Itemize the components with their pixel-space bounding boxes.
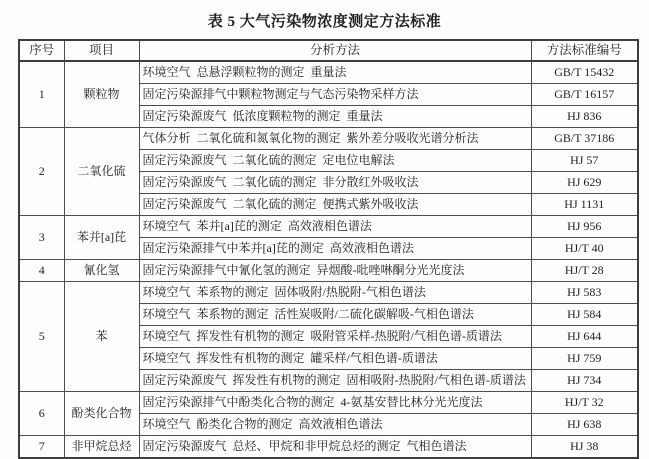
standard-code-cell: HJ 629 bbox=[531, 172, 638, 194]
analysis-method-cell: 固定污染源废气 低浓度颗粒物的测定 重量法 bbox=[139, 106, 531, 128]
page-title: 表 5 大气污染物浓度测定方法标准 bbox=[207, 14, 442, 30]
row-number-cell: 7 bbox=[19, 436, 64, 459]
standard-code-cell: HJ 956 bbox=[531, 216, 638, 238]
row-number-cell: 4 bbox=[19, 260, 64, 282]
analysis-method-cell: 气体分析 二氧化硫和氮氧化物的测定 紫外差分吸收光谱分析法 bbox=[139, 128, 531, 150]
table-header bbox=[19, 40, 638, 61]
item-cell: 非甲烷总烃 bbox=[64, 436, 139, 459]
standard-code-cell: HJ 57 bbox=[531, 150, 638, 172]
analysis-method-cell: 环境空气 酚类化合物的测定 高效液相色谱法 bbox=[139, 414, 531, 436]
analysis-method-cell: 环境空气 挥发性有机物的测定 罐采样/气相色谱-质谱法 bbox=[139, 348, 531, 370]
analysis-method-cell: 固定污染源废气 总烃、甲烷和非甲烷总烃的测定 气相色谱法 bbox=[139, 436, 531, 459]
row-number-cell: 6 bbox=[19, 392, 64, 436]
table-row bbox=[19, 61, 638, 84]
analysis-method-cell: 固定污染源废气 二氧化硫的测定 便携式紫外吸收法 bbox=[139, 194, 531, 216]
standard-code-cell: HJ 38 bbox=[531, 436, 638, 459]
analysis-method-cell: 固定污染源排气中苯并[a]芘的测定 高效液相色谱法 bbox=[139, 238, 531, 260]
item-cell: 苯并[a]芘 bbox=[64, 216, 139, 260]
analysis-method-cell: 环境空气 苯系物的测定 活性炭吸附/二硫化碳解吸-气相色谱法 bbox=[139, 304, 531, 326]
row-number-cell: 3 bbox=[19, 216, 64, 260]
standard-code-cell: HJ 1131 bbox=[531, 194, 638, 216]
table-row bbox=[19, 216, 638, 238]
table-row bbox=[19, 128, 638, 150]
table-row bbox=[19, 436, 638, 459]
item-cell: 颗粒物 bbox=[64, 61, 139, 128]
standards-table-body bbox=[19, 61, 638, 458]
standard-code-cell: HJ/T 32 bbox=[531, 392, 638, 414]
analysis-method-cell: 固定污染源废气 二氧化硫的测定 定电位电解法 bbox=[139, 150, 531, 172]
analysis-method-cell: 固定污染源废气 挥发性有机物的测定 固相吸附-热脱附/气相色谱-质谱法 bbox=[139, 370, 531, 392]
item-cell: 氰化氢 bbox=[64, 260, 139, 282]
analysis-method-cell: 固定污染源排气中氰化氢的测定 异烟酸-吡唑啉酮分光光度法 bbox=[139, 260, 531, 282]
standard-code-cell: HJ 644 bbox=[531, 326, 638, 348]
table-row bbox=[19, 282, 638, 304]
header-item: 项目 bbox=[64, 40, 139, 61]
item-cell: 苯 bbox=[64, 282, 139, 392]
standards-table bbox=[18, 39, 639, 459]
item-cell: 酚类化合物 bbox=[64, 392, 139, 436]
standard-code-cell: HJ 638 bbox=[531, 414, 638, 436]
table-row bbox=[19, 392, 638, 414]
analysis-method-cell: 固定污染源废气 二氧化硫的测定 非分散红外吸收法 bbox=[139, 172, 531, 194]
item-cell: 二氧化硫 bbox=[64, 128, 139, 216]
row-number-cell: 5 bbox=[19, 282, 64, 392]
analysis-method-cell: 环境空气 苯系物的测定 固体吸附/热脱附-气相色谱法 bbox=[139, 282, 531, 304]
standard-code-cell: HJ 836 bbox=[531, 106, 638, 128]
table-row bbox=[19, 260, 638, 282]
analysis-method-cell: 环境空气 总悬浮颗粒物的测定 重量法 bbox=[139, 61, 531, 84]
standard-code-cell: GB/T 37186 bbox=[531, 128, 638, 150]
row-number-cell: 2 bbox=[19, 128, 64, 216]
standard-code-cell: HJ 584 bbox=[531, 304, 638, 326]
header-analysis-method: 分析方法 bbox=[139, 40, 531, 61]
standard-code-cell: GB/T 15432 bbox=[531, 61, 638, 84]
analysis-method-cell: 固定污染源排气中颗粒物测定与气态污染物采样方法 bbox=[139, 84, 531, 106]
standard-code-cell: HJ/T 28 bbox=[531, 260, 638, 282]
standard-code-cell: GB/T 16157 bbox=[531, 84, 638, 106]
analysis-method-cell: 环境空气 苯并[a]芘的测定 高效液相色谱法 bbox=[139, 216, 531, 238]
header-row bbox=[19, 40, 638, 61]
analysis-method-cell: 环境空气 挥发性有机物的测定 吸附管采样-热脱附/气相色谱-质谱法 bbox=[139, 326, 531, 348]
header-serial-number: 序号 bbox=[19, 40, 64, 61]
row-number-cell: 1 bbox=[19, 61, 64, 128]
standard-code-cell: HJ 734 bbox=[531, 370, 638, 392]
standard-code-cell: HJ 759 bbox=[531, 348, 638, 370]
standard-code-cell: HJ/T 40 bbox=[531, 238, 638, 260]
standard-code-cell: HJ 583 bbox=[531, 282, 638, 304]
header-standard-code: 方法标准编号 bbox=[531, 40, 638, 61]
analysis-method-cell: 固定污染源排气中酚类化合物的测定 4-氨基安替比林分光光度法 bbox=[139, 392, 531, 414]
